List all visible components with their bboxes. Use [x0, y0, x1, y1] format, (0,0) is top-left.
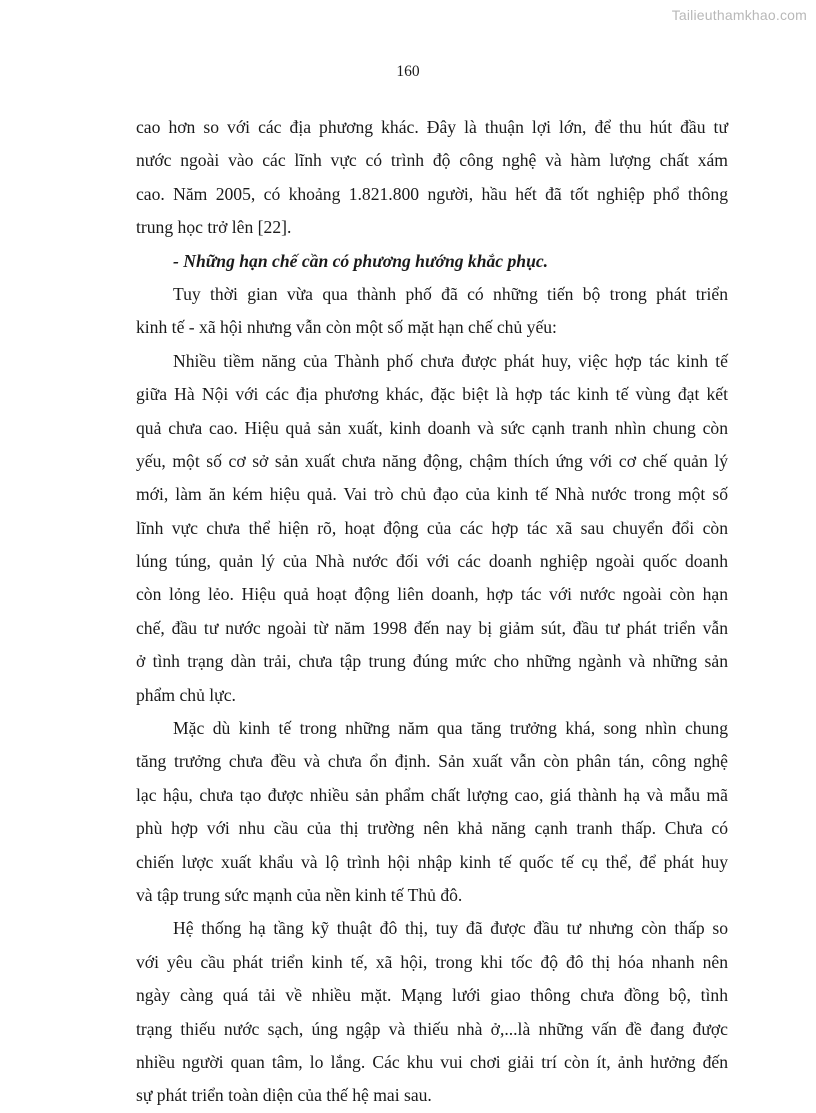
- page-number: 160: [396, 63, 420, 80]
- text-line: lúng túng, quản lý của Nhà nước đối với các doanh nghiệp ngoài quốc doanh: [136, 551, 728, 572]
- text-line: sự phát triển toàn diện của thế hệ mai sau.: [136, 1085, 432, 1106]
- text-line: tăng trưởng chưa đều và chưa ổn định. Sản xuất vẫn còn phân tán, công nghệ: [136, 751, 728, 772]
- text-line: Tuy thời gian vừa qua thành phố đã có những tiến bộ trong phát triển: [173, 283, 728, 304]
- text-line: còn lỏng lẻo. Hiệu quả hoạt động liên doanh, hợp tác với nước ngoài còn hạn: [136, 584, 728, 605]
- text-line: ở tình trạng dàn trải, chưa tập trung đúng mức cho những ngành và những sản: [136, 651, 728, 672]
- text-line: Hệ thống hạ tầng kỹ thuật đô thị, tuy đã được đầu tư nhưng còn thấp so: [173, 918, 728, 939]
- text-line: nước ngoài vào các lĩnh vực có trình độ công nghệ và hàm lượng chất xám: [136, 150, 728, 171]
- text-line: kinh tế - xã hội nhưng vẫn còn một số mặt hạn chế chủ yếu:: [136, 317, 557, 338]
- text-line: nhiều người quan tâm, lo lắng. Các khu vui chơi giải trí còn ít, ảnh hưởng đến: [136, 1051, 728, 1072]
- text-line: phẩm chủ lực.: [136, 684, 236, 705]
- document-body: [136, 111, 728, 1113]
- text-line: giữa Hà Nội với các địa phương khác, đặc biệt là hợp tác kinh tế vùng đạt kết: [136, 384, 728, 405]
- section-heading: - Những hạn chế cần có phương hướng khắc phục.: [173, 250, 549, 271]
- text-line: cao hơn so với các địa phương khác. Đây là thuận lợi lớn, để thu hút đầu tư: [136, 117, 728, 137]
- text-line: lĩnh vực chưa thể hiện rõ, hoạt động của các hợp tác xã sau chuyển đổi còn: [136, 517, 728, 538]
- text-line: Mặc dù kinh tế trong những năm qua tăng trưởng khá, song nhìn chung: [173, 718, 728, 739]
- text-line: chiến lược xuất khẩu và lộ trình hội nhập kinh tế quốc tế cụ thể, để phát huy: [136, 851, 728, 872]
- text-line: Nhiều tiềm năng của Thành phố chưa được phát huy, việc hợp tác kinh tế: [173, 350, 728, 371]
- text-line: trạng thiếu nước sạch, úng ngập và thiếu nhà ở,...là những vấn đề đang được: [136, 1018, 728, 1039]
- text-line: ngày càng quá tải về nhiều mặt. Mạng lưới giao thông chưa đồng bộ, tình: [136, 985, 728, 1006]
- watermark-text: Tailieuthamkhao.com: [671, 7, 807, 23]
- text-line: với yêu cầu phát triển kinh tế, xã hội, trong khi tốc độ đô thị hóa nhanh nên: [136, 951, 728, 972]
- text-line: yếu, một số cơ sở sản xuất chưa năng động, chậm thích ứng với cơ chế quản lý: [136, 450, 728, 471]
- text-line: cao. Năm 2005, có khoảng 1.821.800 người, hầu hết đã tốt nghiệp phổ thông: [136, 183, 728, 204]
- text-line: mới, làm ăn kém hiệu quả. Vai trò chủ đạo của kinh tế Nhà nước trong một số: [136, 484, 728, 505]
- text-line: lạc hậu, chưa tạo được nhiều sản phẩm chất lượng cao, giá thành hạ và mẫu mã: [136, 784, 728, 805]
- text-line: và tập trung sức mạnh của nền kinh tế Thủ đô.: [136, 884, 463, 905]
- text-line: phù hợp với nhu cầu của thị trường nên khả năng cạnh tranh thấp. Chưa có: [136, 818, 728, 839]
- text-line: trung học trở lên [22].: [136, 217, 292, 238]
- text-line: quả chưa cao. Hiệu quả sản xuất, kinh doanh và sức cạnh tranh nhìn chung còn: [136, 417, 728, 438]
- text-line: chế, đầu tư nước ngoài từ năm 1998 đến nay bị giảm sút, đầu tư phát triển vẫn: [136, 617, 728, 638]
